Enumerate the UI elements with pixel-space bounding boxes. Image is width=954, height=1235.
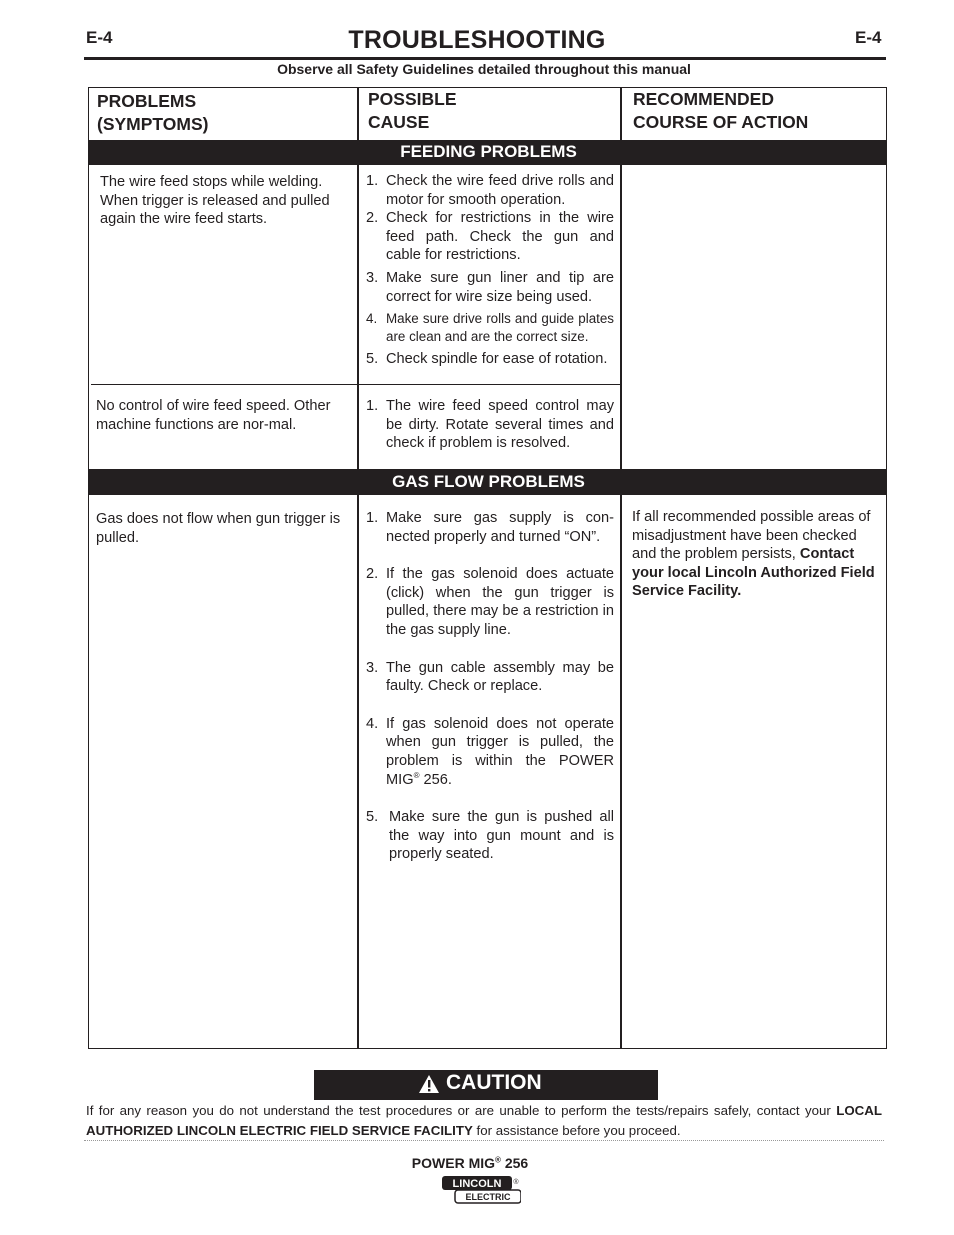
section-heading-feeding: FEEDING PROBLEMS: [400, 142, 577, 161]
model-number: 256: [500, 1155, 529, 1171]
lincoln-electric-logo: [441, 1175, 521, 1205]
table-left-border: [88, 87, 89, 1049]
column-header-cause: [368, 88, 457, 134]
cause-item: [366, 715, 614, 789]
cause-item: [366, 172, 614, 209]
column-divider-1: [357, 87, 359, 1049]
cause-number: 5.: [366, 351, 379, 368]
cause-list: [366, 509, 614, 864]
caution-paragraph: [86, 1101, 882, 1141]
cause-number: 3.: [366, 269, 379, 286]
cause-text: Make sure the gun is pushed all the way into gun mount and is properly seated.: [389, 809, 614, 863]
caution-label: CAUTION: [446, 1071, 542, 1094]
cause-number: 4.: [366, 311, 378, 327]
cause-item: [366, 209, 614, 265]
cause-number: 1.: [366, 510, 379, 526]
cause-text: If the gas solenoid does actuate (click) when the gun trigger is pulled, there may be a restriction in the gas supply line.: [386, 566, 614, 638]
column-header-line: PROBLEMS: [97, 91, 197, 111]
table-bottom-border: [88, 1048, 887, 1049]
registered-mark: ®: [495, 1155, 501, 1165]
column-divider-2: [620, 87, 622, 1049]
model-name: [0, 1155, 940, 1171]
registered-mark: ®: [413, 770, 420, 780]
warning-triangle-icon: [418, 1074, 440, 1094]
cause-text: The wire feed speed control may be dirty. Rotate several times and check if problem is resolved.: [386, 398, 614, 452]
cause-text: Make sure gas supply is con-nected properly and turned “ON”.: [386, 510, 614, 545]
column-header-problems: [97, 90, 209, 136]
cause-text: Make sure drive rolls and guide plates are clean and are the correct size.: [386, 311, 614, 345]
cause-number: 1.: [366, 173, 379, 189]
page-code-left: E-4: [86, 28, 113, 47]
cause-text: Make sure gun liner and tip are correct for wire size being used.: [386, 269, 614, 305]
safety-note: Observe all Safety Guidelines detailed throughout this manual: [277, 61, 691, 77]
problem-text: No control of wire feed speed. Other machine functions are nor-mal.: [96, 398, 331, 433]
cause-item: [366, 397, 614, 453]
column-header-line: RECOMMENDED: [633, 89, 774, 109]
column-header-line: CAUSE: [368, 112, 430, 132]
svg-text:ELECTRIC: ELECTRIC: [465, 1192, 511, 1202]
row-divider: [91, 384, 620, 385]
recommended-action: [632, 508, 882, 601]
problem-text: Gas does not flow when gun trigger is pulled.: [96, 511, 341, 546]
cause-text: If gas solenoid does not operate when gun trigger is pulled, the problem is within the POWER MIG: [386, 715, 614, 788]
cause-number: 5.: [366, 809, 379, 826]
cause-item: [366, 659, 614, 696]
cause-text: 256.: [419, 771, 452, 788]
cause-item: [366, 269, 614, 306]
cause-item: [366, 808, 614, 864]
action-contact-text: Contact your local Lincoln Authorized Field Service Facility.: [632, 546, 875, 600]
cause-text: Check spindle for ease of rotation.: [386, 351, 608, 368]
caution-contact-text: LOCAL AUTHORIZED LINCOLN ELECTRIC FIELD SERVICE FACILITY: [86, 1103, 882, 1138]
caution-text: If for any reason you do not understand the test procedures or are unable to perform the tests/repairs safely, contact your: [86, 1103, 837, 1118]
cause-text: Check for restrictions in the wire feed path. Check the gun and cable for restrictions.: [386, 210, 614, 264]
cause-text: Check the wire feed drive rolls and motor for smooth operation.: [386, 173, 614, 208]
cause-number: 3.: [366, 659, 379, 676]
footer-divider: [84, 1140, 884, 1141]
svg-text:®: ®: [513, 1179, 519, 1186]
page-code-right: E-4: [855, 28, 882, 47]
caution-text: for assistance before you proceed.: [472, 1123, 681, 1138]
cause-item: [366, 350, 614, 369]
header-rule: [84, 57, 886, 60]
cause-item: [366, 310, 614, 346]
cause-list: [366, 397, 614, 453]
cause-number: 1.: [366, 398, 379, 414]
column-header-line: (SYMPTOMS): [97, 114, 209, 134]
column-header-action: [633, 88, 808, 134]
cause-list: [366, 172, 614, 369]
cause-text: The gun cable assembly may be faulty. Check or replace.: [386, 659, 614, 695]
cause-item: [366, 509, 614, 546]
column-header-line: POSSIBLE: [368, 89, 457, 109]
action-text: If all recommended possible areas of misadjustment have been checked and the problem persists,: [632, 509, 871, 563]
cause-number: 2.: [366, 566, 379, 583]
page-title: TROUBLESHOOTING: [348, 26, 606, 54]
model-prefix: POWER MIG: [411, 1155, 496, 1171]
cause-number: 2.: [366, 210, 379, 227]
column-header-line: COURSE OF ACTION: [633, 112, 809, 132]
section-heading-gas: GAS FLOW PROBLEMS: [392, 472, 585, 491]
svg-text:LINCOLN: LINCOLN: [452, 1178, 502, 1190]
problem-text: The wire feed stops while welding. When trigger is released and pulled again the wire feed starts.: [100, 174, 330, 228]
table-right-border: [886, 87, 887, 1049]
cause-number: 4.: [366, 715, 379, 732]
cause-item: [366, 565, 614, 639]
